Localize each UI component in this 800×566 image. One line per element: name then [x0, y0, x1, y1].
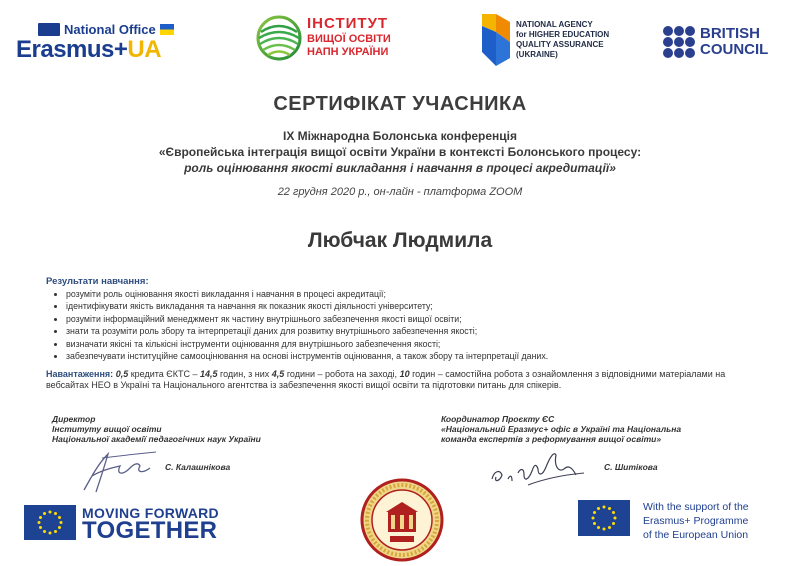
- eu-flag-icon: [24, 505, 76, 540]
- signature-left-image: [78, 446, 160, 496]
- eu-flag-icon: [38, 23, 60, 36]
- british-council-line2: COUNCIL: [700, 41, 769, 58]
- signatory-left: [52, 414, 382, 444]
- erasmus-brand-main: Erasmus+: [16, 36, 128, 63]
- workload-label: Навантаження:: [46, 369, 114, 379]
- eu-support-line2: Erasmus+ Programme: [643, 515, 749, 527]
- naqa-line4: (UKRAINE): [516, 50, 558, 59]
- conference-date: 22 грудня 2020 р., он-лайн - платформа ZOOM: [277, 186, 523, 198]
- naqa-emblem-icon: [480, 12, 512, 68]
- naqa-line1: NATIONAL AGENCY: [516, 20, 593, 29]
- list-item: • розуміти інформаційний менеджмент як частину внутрішнього забезпечення якості вищої освіти;: [66, 313, 766, 325]
- british-council-text: [700, 26, 768, 58]
- signatory-right-name: С. Шитікова: [604, 462, 658, 472]
- signatory-right: [441, 414, 771, 444]
- list-item: • розуміти роль оцінювання якості викладання і навчання в процесі акредитації;: [66, 288, 766, 300]
- workload-hours-event: 4,5: [271, 369, 285, 379]
- workload-text2: годин, з них: [217, 369, 272, 379]
- british-council-line1: BRITISH: [700, 25, 760, 42]
- eu-support-line1: With the support of the: [643, 501, 749, 513]
- erasmus-office-label: National Office: [64, 22, 156, 37]
- erasmus-brand: [16, 38, 206, 62]
- workload-hours-total: 14,5: [199, 369, 218, 379]
- erasmus-office-row: [38, 22, 206, 37]
- institute-globe-icon: [255, 14, 303, 62]
- moving-forward-text: MOVING FORWARD: [82, 505, 219, 521]
- signatory-right-org2: команда експертів з реформування вищої освіти»: [441, 434, 662, 444]
- signatory-left-name: С. Калашнікова: [165, 462, 231, 472]
- conference-title-line1: IX Міжнародна Болонська конференція: [283, 129, 517, 143]
- british-council-logo: [662, 24, 782, 64]
- list-item: • визначати якісні та кількісні інструменти оцінювання для внутрішнього забезпечення якості;: [66, 338, 766, 350]
- list-item: • ідентифікувати якість викладання та навчання як показник якості діяльності університету;: [66, 300, 766, 312]
- learning-outcomes: [46, 276, 766, 362]
- certificate-title: СЕРТИФІКАТ УЧАСНИКА: [273, 93, 527, 115]
- learning-outcomes-list: [46, 288, 766, 362]
- naqa-line2: for HIGHER EDUCATION: [516, 30, 610, 39]
- naqa-text: [516, 20, 609, 60]
- institute-logo: [255, 14, 405, 64]
- institute-name-line1: ІНСТИТУТ: [307, 15, 389, 32]
- signature-right-image: [488, 445, 588, 491]
- erasmus-ua-logo: [16, 22, 206, 62]
- signatory-left-org2: Національної академії педагогічних наук України: [52, 434, 261, 444]
- workload-hours-self: 10: [399, 369, 410, 379]
- signatory-left-org1: Інституту вищої освіти: [52, 424, 162, 434]
- naqa-line3: QUALITY ASSURANCE: [516, 40, 604, 49]
- together-text: TOGETHER: [82, 517, 218, 544]
- eu-stars-icon: [24, 505, 76, 540]
- workload-text3: години – робота на заході,: [284, 369, 400, 379]
- conference-title-line3: роль оцінювання якості викладання і навчання в процесі акредитації»: [184, 161, 616, 175]
- workload-paragraph: [46, 369, 766, 390]
- workload-text1: кредита ЄКТС –: [128, 369, 200, 379]
- list-item: • знати та розуміти роль збору та інтерпретації даних для розвитку внутрішнього забезпечення якості;: [66, 325, 766, 337]
- list-item: • забезпечувати інституційне самооцінювання на основі інструментів оцінювання, а також збору та інтерпретації даних.: [66, 350, 766, 362]
- university-seal-icon: [360, 478, 444, 562]
- institute-name-line3: НАПН УКРАЇНИ: [307, 46, 389, 58]
- learning-outcomes-heading: Результати навчання:: [46, 276, 149, 287]
- eu-support-line3: of the European Union: [643, 529, 749, 541]
- signatory-right-title: Координатор Проєкту ЄС: [441, 414, 555, 424]
- eu-stars-icon: [578, 500, 630, 536]
- workload-text4: годин – самостійна робота з ознайомлення з відповідними матеріалами на вебсайтах НЕО в Україні та Національного агентства із забезпечення якості вищої освіти та підготовки питань для спікерів.: [46, 369, 726, 390]
- participant-name: Любчак Людмила: [307, 229, 493, 252]
- eu-flag-icon: [578, 500, 630, 536]
- eu-support-text: [643, 500, 749, 542]
- naqa-logo: [480, 12, 630, 68]
- ukraine-flag-icon: [160, 24, 174, 35]
- erasmus-brand-suffix: UA: [127, 36, 162, 63]
- signatory-left-title: Директор: [52, 414, 96, 424]
- british-council-dots-icon: [662, 25, 696, 59]
- signatory-right-org1: «Національний Еразмус+ офіс в Україні та Національна: [441, 424, 682, 434]
- conference-title-line2: «Європейська інтеграція вищої освіти України в контексті Болонського процесу:: [158, 145, 642, 159]
- workload-credits: 0,5: [115, 369, 129, 379]
- institute-name-line2: ВИЩОЇ ОСВІТИ: [307, 33, 391, 45]
